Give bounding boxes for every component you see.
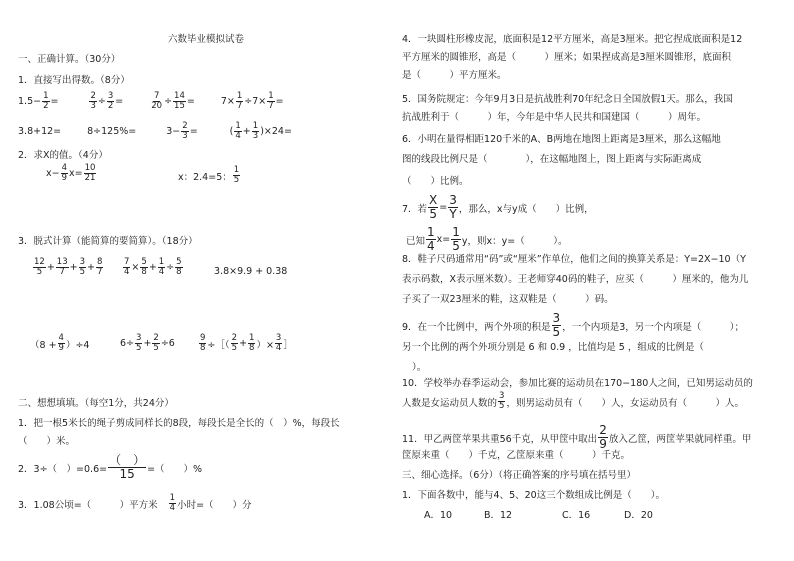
calc-6: $\frac{9}{8}$ ÷［（ $\frac{2}{5}$ + $\frac{1}{8}$ ）× $\frac{3}{4}$ ］: [200, 333, 293, 353]
fraction: $\frac{X}{5}$: [429, 193, 438, 221]
fill-9-line-2: 另一个比例的两个外项分别是 6 和 0.9 ，比值均是 5 ，组成的比例是（: [402, 342, 704, 353]
fraction: $\frac{1}{7}$: [236, 91, 243, 111]
fill-11-line-1: 11．甲乙两筐苹果共重56千克，从甲筐中取出 $\frac{2}{9}$ 放入乙筐，两筐苹果就同样重。甲: [402, 423, 752, 451]
fill-4-line-2: 平方厘米的圆锥形，高是（ ）厘米；如果捏成高是3厘米圆锥形，底面积: [402, 52, 732, 63]
fraction: $\frac{3}{Y}$: [449, 193, 457, 221]
fill-1-line-2: （ ）米。: [18, 436, 76, 447]
question-3-heading: 3．脱式计算（能简算的要简算）。（18分）: [18, 236, 198, 247]
fraction: $\frac{1}{5}$: [452, 225, 460, 253]
calc-3: 3.8×9.9 + 0.38: [214, 266, 288, 277]
mental-math-row-1: 1.5− $\frac{1}{2}$ = $\frac{2}{3}$ ÷ $\frac{3}{2}$ = $\frac{7}{20}$ ÷ $\frac{14}{15}$ = 7× $\frac{1}{7}$ ÷7× $\frac{1}{7}$ =: [18, 91, 284, 111]
mental-math-row-2: 3.8+12= 8÷125%= 3− $\frac{2}{3}$ = ( $\frac{1}{4}$ + $\frac{1}{3}$ )×24=: [18, 121, 292, 141]
question-1-heading: 1．直接写出得数。（8分）: [18, 75, 130, 86]
fraction: $\frac{2}{9}$: [599, 423, 607, 451]
section-3-heading: 三、细心选择。（6分）（将正确答案的序号填在括号里）: [402, 470, 637, 481]
fraction: $\frac{2}{3}$: [182, 121, 188, 141]
calc-2: $\frac{7}{4}$ × $\frac{5}{8}$ + $\frac{1}{4}$ ÷ $\frac{5}{8}$: [124, 257, 182, 277]
fraction: $\frac{1}{4}$: [235, 121, 241, 141]
fraction: $\frac{10}{21}$: [84, 163, 96, 183]
fraction: $\frac{14}{15}$: [174, 91, 185, 111]
fill-6-line-2: 图的线段比例尺是（ ），在这幅地图上，图上距离与实际距离成: [402, 154, 702, 165]
fill-5-line-1: 5．国务院规定：今年9月3日是抗战胜利70年纪念日全国放假1天。那么，我国: [402, 94, 733, 105]
fill-6-line-3: （ ）比例。: [402, 176, 469, 187]
fill-8-line-2: 表示码数，X表示厘米数）。王老师穿40码的鞋子，应买（ ）厘米的，他为儿: [402, 274, 749, 285]
fraction: $\frac{1}{4}$: [169, 493, 176, 513]
expr-1a-prefix: 1.5−: [18, 96, 42, 107]
fraction: $\frac{3}{5}$: [552, 311, 561, 339]
fraction: $\frac{1}{2}$: [43, 91, 49, 111]
fill-5-line-2: 抗战胜利于（ ）年，今年是中华人民共和国建国（ ）周年。: [402, 112, 707, 123]
section-1-heading: 一、正确计算。（30分）: [18, 54, 121, 65]
section-2-heading: 二、想想填填。（每空1分，共24分）: [18, 398, 174, 409]
fraction: $\frac{1}{3}$: [252, 121, 259, 141]
mc-1-option-a: A．10: [424, 510, 453, 521]
fill-7-line-1: 7．若 $\frac{X}{5}$ = $\frac{3}{Y}$ ，那么，x与y成（ ）比例，: [402, 193, 594, 221]
question-2-heading: 2．求X的值。（4分）: [18, 150, 108, 161]
fraction: $\frac{1}{4}$: [427, 225, 435, 253]
equation-2: x：2.4=5： $\frac{1}{5}$: [178, 165, 240, 185]
fill-9-line-1: 9．在一个比例中，两个外项的积是 $\frac{3}{5}$ ，一个内项是3，另一个内项是（ ）；: [402, 311, 744, 339]
page-title: 六数毕业模拟试卷: [168, 34, 245, 45]
fraction: $\frac{7}{20}$: [151, 91, 163, 111]
fill-3: 3．1.08公顷=（ ）平方米 $\frac{1}{4}$ 小时=（ ）分: [18, 493, 252, 513]
fill-4-line-1: 4．一块圆柱形橡皮泥，底面积是12平方厘米，高是3厘米。把它捏成底面积是12: [402, 34, 743, 45]
fill-10-line-2: 人数是女运动员人数的 $\frac{3}{5}$ ，则男运动员有（ ）人，女运动员有（ ）人。: [402, 391, 744, 411]
fill-8-line-1: 8．鞋子尺码通常用“码”或“厘米”作单位，他们之间的换算关系是：Y=2X−10（Y: [402, 254, 746, 265]
mc-1-question: 1．下面各数中，能与4、5、20这三个数组成比例是（ ）。: [402, 490, 665, 501]
fraction: $\frac{1}{5}$: [233, 165, 240, 185]
fraction: $\frac{2}{3}$: [90, 91, 96, 111]
fill-6-line-1: 6．小明在量得相距120千米的A、B两地在地图上距离是3厘米，那么这幅地: [402, 134, 721, 145]
fill-11-line-2: 筐原来重（ ）千克，乙筐原来重（ ）千克。: [402, 450, 631, 461]
equation-1: x− $\frac{4}{9}$ x= $\frac{10}{21}$: [46, 163, 96, 183]
mc-1-option-c: C．16: [562, 510, 591, 521]
fraction: $\frac{1}{7}$: [268, 91, 274, 111]
fraction: $\frac{( )}{15}$: [109, 453, 146, 481]
mc-1-option-d: D．20: [624, 510, 653, 521]
fill-7-line-2: 已知 $\frac{1}{4}$ x= $\frac{1}{5}$ y，则x：y=（ ）。: [406, 225, 568, 253]
fill-10-line-1: 10．学校举办春季运动会，参加比赛的运动员在170−180人之间，已知男运动员的: [402, 378, 753, 389]
fraction: $\frac{4}{9}$: [61, 163, 68, 183]
fill-2: 2．3÷（ ）=0.6= $\frac{( )}{15}$ =（ ）%: [18, 453, 203, 481]
fraction: $\frac{3}{5}$: [499, 391, 505, 411]
fill-8-line-3: 子买了一双23厘米的鞋，这双鞋是（ ）码。: [402, 294, 614, 305]
fill-9-line-3: ）。: [412, 362, 427, 373]
fraction: $\frac{3}{2}$: [107, 91, 114, 111]
mc-1-option-b: B．12: [484, 510, 513, 521]
calc-1: $\frac{12}{5}$ + $\frac{13}{7}$ + $\frac{3}{5}$ + $\frac{8}{7}$: [34, 257, 103, 277]
calc-4: （8 + $\frac{4}{9}$ ）÷4: [30, 333, 90, 353]
fill-4-line-3: 是（ ）平方厘米。: [402, 70, 507, 81]
fill-1-line-1: 1．把一根5米长的绳子剪成同样长的8段，每段长是全长的（ ）%，每段长: [18, 418, 340, 429]
calc-5: 6÷ $\frac{3}{5}$ + $\frac{2}{5}$ ÷6: [120, 333, 175, 353]
